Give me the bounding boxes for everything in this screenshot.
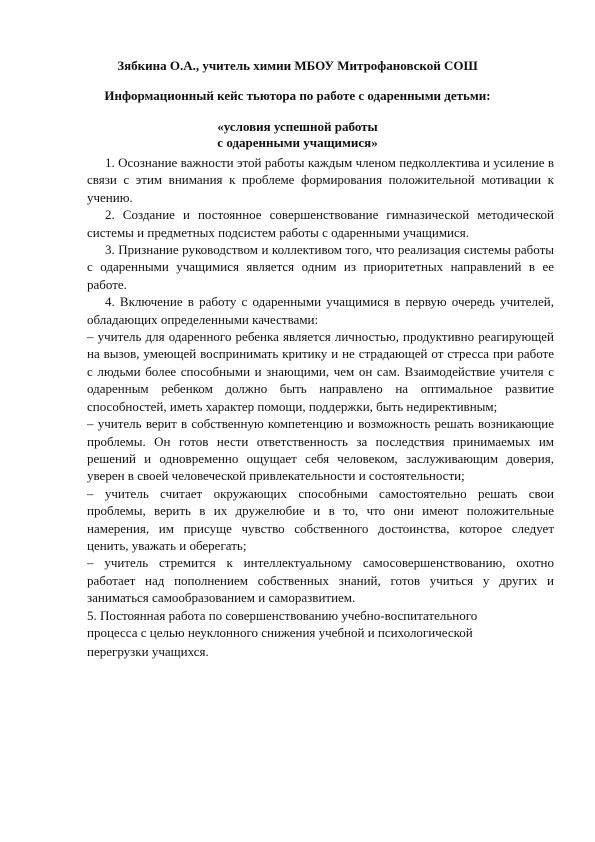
quality-item-2: – учитель верит в собственную компетенцию и возможность решать возникающие проблемы. Он готов нести ответственность за последствия принимаемых им решений и одновременно ощущает себя человеком, заслуживающим доверия, уверен в своей человеческой привлекательности и состоятельности; — [87, 416, 554, 484]
author-line: Зябкина О.А., учитель химии МБОУ Митрофановской СОШ — [117, 58, 478, 73]
document-title: Информационный кейс тьютора по работе с одаренными детьми: — [104, 88, 491, 103]
paragraph-1: 1. Осознание важности этой работы каждым членом педколлектива и усиление в связи с этим внимания к проблеме формирования положительной мотивации к учению. — [87, 155, 554, 205]
quality-item-3: – учитель считает окружающих способными самостоятельно решать свои проблемы, верить в их дружелюбие и в то, что они имеют положительные намерения, им присуще чувство собственного достоинства, которое следует ценить, уважать и оберегать; — [87, 485, 554, 553]
paragraph-2: 2. Создание и постоянное совершенствование гимназической методической системы и предметных подсистем работы с одаренными учащимися. — [87, 207, 554, 240]
paragraph-3: 3. Признание руководством и коллективом того, что реализация системы работы с одаренными учащимися является одним из приоритетных направлений в ее работе. — [87, 242, 554, 292]
case-subtitle-line-1: «условия успешной работы — [217, 119, 378, 134]
quality-item-4: – учитель стремится к интеллектуальному самосовершенствованию, охотно работает над пополнением собственных знаний, готов учиться у других и заниматься самообразованием и саморазвитием. — [87, 555, 554, 606]
document-body — [87, 154, 554, 661]
case-subtitle-line-2: с одаренными учащимися» — [217, 135, 378, 150]
paragraph-5 — [87, 607, 507, 661]
paragraph-5-line-1: 5. Постоянная работа по совершенствованию учебно-воспитательного — [87, 607, 478, 623]
quality-item-1: – учитель для одаренного ребенка является личностью, продуктивно реагирующей на вызов, умеющей воспринимать критику и не страдающей от стресса при работе с людьми более способными и знающими, чем он сам. Взаимодействие учителя с одаренным ребенком должно быть направлено на оптимальное развитие способностей, иметь характер помощи, поддержки, быть недирективным; — [87, 329, 554, 414]
paragraph-5-line-2: процесса с целью неуклонного снижения учебной и психологической — [87, 624, 473, 640]
paragraph-5-line-3: перегрузки учащихся. — [87, 644, 209, 660]
paragraph-4: 4. Включение в работу с одаренными учащимися в первую очередь учителей, обладающих определенными качествами: — [87, 294, 554, 327]
